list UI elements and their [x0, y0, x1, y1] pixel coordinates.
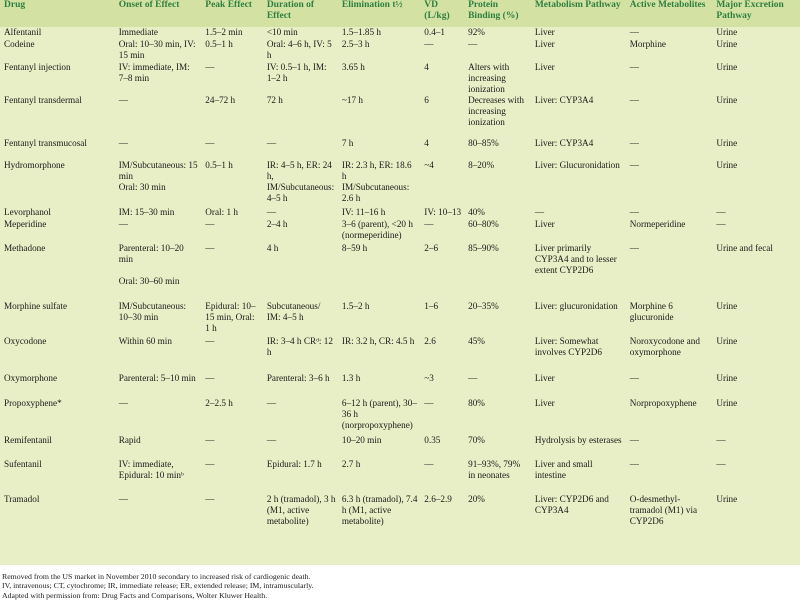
table-cell: Liver and small intestine	[534, 459, 593, 480]
table-cell: 45%	[468, 336, 485, 346]
table-cell: 7 h	[341, 138, 354, 148]
table-cell: —	[205, 62, 215, 72]
table-cell: —	[118, 95, 128, 105]
table-cell: —	[629, 207, 639, 217]
table-cell: 91–93%, 79% in neonates	[468, 459, 521, 480]
table-cell: 8–20%	[468, 160, 495, 170]
table-cell: ~17 h	[341, 95, 363, 105]
table-cell: —	[205, 243, 215, 253]
table-cell: Liver: CYP2D6 and CYP3A4	[534, 494, 609, 515]
table-cell: Decreases with increasing ionization	[468, 95, 524, 127]
table-cell: —	[118, 494, 128, 504]
table-cell: 1.3 h	[341, 373, 361, 383]
table-cell: —	[629, 138, 639, 148]
table-cell: Morphine sulfate	[4, 301, 68, 311]
table-cell: 2 h (tramadol), 3 h (M1, active metabolite)	[266, 494, 336, 526]
note-3: Adapted with permission from: Drug Facts and Comparisons, Wolter Kluwer Health.	[2, 590, 268, 600]
table-row	[0, 138, 800, 160]
table-row	[0, 62, 800, 95]
table-cell: —	[424, 459, 434, 469]
table-cell: —	[118, 138, 128, 148]
table-cell: ~4	[424, 160, 434, 170]
table-cell: 70%	[468, 435, 485, 445]
table-cell: Liver	[534, 373, 555, 383]
table-row	[0, 373, 800, 398]
table-cell: Within 60 min	[118, 336, 172, 346]
table-cell: Methadone	[4, 243, 46, 253]
table-cell: Liver: Somewhat involves CYP2D6	[534, 336, 602, 357]
table-cell: Morphine 6 glucuronide	[629, 301, 674, 322]
table-cell: 80–85%	[468, 138, 499, 148]
table-row	[0, 207, 800, 219]
table-cell: —	[205, 219, 215, 229]
table-cell: —	[629, 243, 639, 253]
table-cell: Immediate	[118, 27, 159, 37]
table-row	[0, 459, 800, 494]
table-cell: 2–4 h	[266, 219, 288, 229]
table-cell: Urine	[716, 336, 738, 346]
table-cell: —	[629, 435, 639, 445]
table-cell: ~3	[424, 373, 434, 383]
table-cell: 2.5–3 h	[341, 39, 370, 49]
table-cell: —	[205, 138, 215, 148]
table-cell: Parenteral: 5–10 min	[118, 373, 196, 383]
table-cell: Rapid	[118, 435, 141, 445]
table-cell: —	[716, 459, 726, 469]
table-cell: IV: 10–13	[424, 207, 462, 217]
table-row	[0, 398, 800, 435]
table-cell: —	[629, 62, 639, 72]
table-row	[0, 95, 800, 138]
table-cell: Oxymorphone	[4, 373, 58, 383]
table-cell: Alters with increasing ionization	[468, 62, 510, 94]
table-notes	[2, 572, 798, 600]
table-cell: Liver	[534, 62, 555, 72]
table-row	[0, 301, 800, 336]
table-cell: Liver: CYP3A4	[534, 138, 594, 148]
table-cell: —	[716, 219, 726, 229]
column-header: Major Excretion Pathway	[712, 0, 800, 27]
table-cell: —	[118, 398, 128, 408]
table-cell: Meperidine	[4, 219, 47, 229]
table-cell: —	[424, 398, 434, 408]
table-row	[0, 336, 800, 373]
table-cell: Urine	[716, 160, 738, 170]
table-row	[0, 219, 800, 243]
table-cell: Subcutaneous/ IM: 4–5 h	[266, 301, 321, 322]
table-cell: 0.5–1 h	[205, 160, 233, 170]
table-cell: Propoxyphene*	[4, 398, 62, 408]
table-cell: 2.7 h	[341, 459, 361, 469]
table-cell: 3–6 (parent), <20 h (normeperidine)	[341, 219, 413, 240]
column-header: Onset of Effect	[115, 0, 202, 27]
table-cell: —	[118, 219, 128, 229]
table-cell: IV: 11–16 h	[341, 207, 386, 217]
table-cell: 2–6	[424, 243, 439, 253]
table-cell: Epidural: 1.7 h	[266, 459, 322, 469]
table-cell: 40%	[468, 207, 485, 217]
table-cell: —	[629, 95, 639, 105]
table-cell: —	[266, 138, 276, 148]
table-cell: IV: 0.5–1 h, IM: 1–2 h	[266, 62, 327, 83]
table-cell: Parenteral: 3–6 h	[266, 373, 330, 383]
table-cell: —	[629, 373, 639, 383]
table-cell: 60–80%	[468, 219, 499, 229]
table-cell: 4	[424, 138, 429, 148]
table-cell: 3.65 h	[341, 62, 365, 72]
table-cell: Liver: CYP3A4	[534, 95, 594, 105]
table-cell: —	[205, 494, 215, 504]
table-cell: Urine	[716, 39, 738, 49]
table-cell: Liver	[534, 219, 555, 229]
table-cell: 1.5–2 min	[205, 27, 243, 37]
table-cell: —	[266, 435, 276, 445]
table-cell: Urine	[716, 301, 738, 311]
table-cell: IV: immediate, IM: 7–8 min	[118, 62, 190, 83]
table-cell: IR: 3.2 h, CR: 4.5 h	[341, 336, 415, 346]
column-header: Duration of Effect	[263, 0, 338, 27]
table-cell: Alfentanil	[4, 27, 42, 37]
table-cell: 72 h	[266, 95, 283, 105]
table-cell: 0.4–1	[424, 27, 445, 37]
table-cell: Liver: glucuronidation	[534, 301, 618, 311]
table-row	[0, 27, 800, 39]
table-cell: 2.6–2.9	[424, 494, 452, 504]
table-cell: Epidural: 10–15 min, Oral: 1 h	[205, 301, 256, 333]
table-cell: IM: 15–30 min	[118, 207, 175, 217]
table-cell: 0.5–1 h	[205, 39, 233, 49]
table-cell: Hydrolysis by esterases	[534, 435, 622, 445]
table-cell: Normeperidine	[629, 219, 686, 229]
table-cell: Liver	[534, 398, 555, 408]
table-cell: Liver primarily CYP3A4 and to lesser extent CYP2D6	[534, 243, 617, 275]
table-cell: 80%	[468, 398, 485, 408]
table-cell: —	[534, 207, 545, 217]
table-cell: 0.35	[424, 435, 441, 445]
table-cell: Hydromorphone	[4, 160, 65, 170]
table-cell: —	[205, 373, 215, 383]
table-cell: 6	[424, 95, 429, 105]
table-cell: <10 min	[266, 27, 298, 37]
table-cell: —	[424, 39, 434, 49]
column-header: Peak Effect	[201, 0, 263, 27]
table-cell: Urine	[716, 62, 738, 72]
table-cell: Liver: Glucuronidation	[534, 160, 620, 170]
table-cell: Liver	[534, 27, 555, 37]
table-cell: —	[629, 27, 639, 37]
table-cell: Oral: 1 h	[205, 207, 238, 217]
table-cell: Oxycodone	[4, 336, 47, 346]
note-1: Removed from the US market in November 2010 secondary to increased risk of cardiogenic death.	[2, 572, 311, 581]
table-cell: 1–6	[424, 301, 439, 311]
table-cell: Sufentanil	[4, 459, 42, 469]
table-cell: Urine	[716, 398, 738, 408]
table-cell: Oral: 4–6 h, IV: 5 h	[266, 39, 332, 60]
table-cell: IR: 4–5 h, ER: 24 h, IM/Subcutaneous: 4–5 h	[266, 160, 335, 203]
table-cell: Oral: 10–30 min, IV: 15 min	[118, 39, 196, 60]
table-cell: 1.5–2 h	[341, 301, 370, 311]
column-header: Drug	[0, 0, 115, 27]
table-cell: 2–2.5 h	[205, 398, 233, 408]
table-cell: 6.3 h (tramadol), 7.4 h (M1, active metabolite)	[341, 494, 418, 526]
table-row	[0, 494, 800, 546]
column-header: Elimination t½	[338, 0, 420, 27]
table-cell: Parenteral: 10–20 min Oral: 30–60 min	[118, 243, 184, 286]
table-cell: IR: 2.3 h, ER: 18.6 h IM/Subcutaneous: 2.6 h	[341, 160, 412, 203]
table-cell: IM/Subcutaneous: 10–30 min	[118, 301, 187, 322]
table-cell: 6–12 h (parent), 30–36 h (norpropoxyphene)	[341, 398, 417, 430]
table-cell: 10–20 min	[341, 435, 382, 445]
table-row	[0, 435, 800, 459]
table-cell: 20–35%	[468, 301, 499, 311]
header-row	[0, 0, 800, 27]
table-cell: Fentanyl transmucosal	[4, 138, 87, 148]
table-cell: 85–90%	[468, 243, 499, 253]
table-cell: 24–72 h	[205, 95, 236, 105]
table-cell: Codeine	[4, 39, 35, 49]
table-row	[0, 39, 800, 62]
table-row	[0, 243, 800, 301]
table-cell: Fentanyl transdermal	[4, 95, 82, 105]
table-cell: —	[424, 219, 434, 229]
note-2: IV, intravenous; CT, cytochrome; IR, immediate release; ER, extended release; IM, intramuscularly.	[2, 581, 314, 591]
table-cell: —	[205, 336, 215, 346]
table-cell: Urine	[716, 27, 738, 37]
table-row	[0, 160, 800, 207]
table-cell: —	[205, 435, 215, 445]
table-cell: Urine and fecal	[716, 243, 773, 253]
table-cell: 4	[424, 62, 429, 72]
table-cell: Noroxycodone and oxymorphone	[629, 336, 700, 357]
table-cell: —	[629, 160, 639, 170]
table-cell: 92%	[468, 27, 485, 37]
table-cell: 4 h	[266, 243, 279, 253]
table-cell: Urine	[716, 95, 738, 105]
table-cell: Liver	[534, 39, 555, 49]
table-cell: —	[266, 207, 276, 217]
table-cell: —	[716, 207, 726, 217]
table-cell: —	[629, 459, 639, 469]
table-cell: IM/Subcutaneous: 15 min Oral: 30 min	[118, 160, 198, 192]
table-cell: —	[716, 435, 726, 445]
table-cell: Morphine	[629, 39, 666, 49]
table-cell: Levorphanol	[4, 207, 51, 217]
table-cell: Urine	[716, 373, 738, 383]
table-cell: —	[205, 459, 215, 469]
column-header: Active Metabolites	[626, 0, 713, 27]
table-cell: Urine	[716, 138, 738, 148]
table-cell: —	[266, 398, 276, 408]
table-cell: Norpropoxyphene	[629, 398, 697, 408]
column-header: Metabolism Pathway	[531, 0, 626, 27]
table-cell: —	[468, 39, 478, 49]
table-cell: IR: 3–4 h CRᵈ: 12 h	[266, 336, 333, 357]
table-cell: IV: immediate, Epidural: 10 minᵇ	[118, 459, 184, 480]
column-header: VD (L/kg)	[420, 0, 464, 27]
table-cell: Urine	[716, 494, 738, 504]
table-cell: 2.6	[424, 336, 436, 346]
table-cell: 1.5–1.85 h	[341, 27, 381, 37]
table-cell: O-desmethyl-tramadol (M1) via CYP2D6	[629, 494, 698, 526]
table-cell: Remifentanil	[4, 435, 52, 445]
column-header: Protein Binding (%)	[464, 0, 531, 27]
table-cell: —	[468, 373, 478, 383]
table-cell: Tramadol	[4, 494, 40, 504]
table-cell: Fentanyl injection	[4, 62, 71, 72]
table-cell: 8–59 h	[341, 243, 368, 253]
table-body	[0, 27, 800, 546]
table-cell: 20%	[468, 494, 485, 504]
